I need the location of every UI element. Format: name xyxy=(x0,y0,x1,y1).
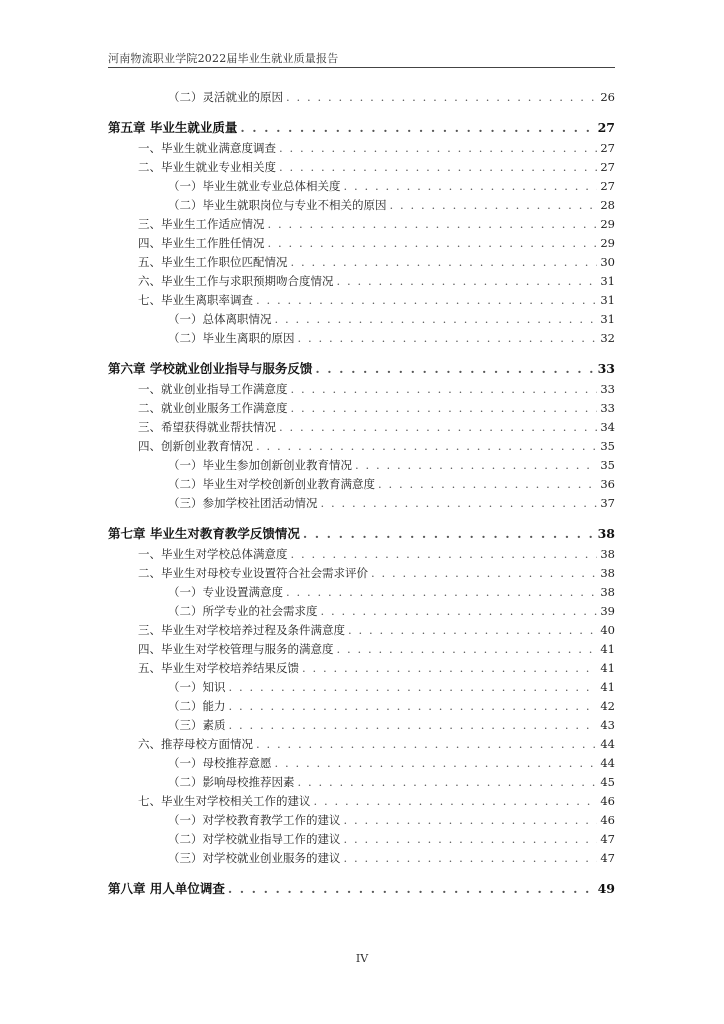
toc-entry-label: （一）对学校教育教学工作的建议 xyxy=(168,813,341,827)
toc-entry-label: 四、毕业生工作胜任情况 xyxy=(138,236,265,250)
toc-entry-label: 四、毕业生对学校管理与服务的满意度 xyxy=(138,642,334,656)
toc-entry[interactable] xyxy=(108,234,615,253)
toc-entry-page: 44 xyxy=(600,756,615,770)
toc-entry-label: （三）素质 xyxy=(168,718,226,732)
toc-entry[interactable] xyxy=(108,545,615,564)
dot-leader xyxy=(291,380,598,399)
toc-entry-label: 二、就业创业服务工作满意度 xyxy=(138,401,288,415)
toc-entry-label: 五、毕业生工作职位匹配情况 xyxy=(138,255,288,269)
toc-entry-label: （三）对学校就业创业服务的建议 xyxy=(168,851,341,865)
toc-entry-label: （二）毕业生就职岗位与专业不相关的原因 xyxy=(168,198,387,212)
toc-entry-label: 三、毕业生对学校培养过程及条件满意度 xyxy=(138,623,345,637)
toc-entry-page: 38 xyxy=(597,526,615,541)
toc-entry-page: 38 xyxy=(600,547,615,561)
dot-leader xyxy=(229,678,598,697)
toc-entry[interactable] xyxy=(108,602,615,621)
chapter-gap xyxy=(108,868,615,878)
toc-entry-label: 二、毕业生对母校专业设置符合社会需求评价 xyxy=(138,566,368,580)
dot-leader xyxy=(315,358,594,380)
toc-entry[interactable] xyxy=(108,177,615,196)
toc-entry[interactable] xyxy=(108,754,615,773)
toc-entry-page: 27 xyxy=(600,141,615,155)
toc-entry-page: 45 xyxy=(600,775,615,789)
dot-leader xyxy=(314,792,598,811)
toc-entry[interactable] xyxy=(108,196,615,215)
toc-entry-label: （一）毕业生参加创新创业教育情况 xyxy=(168,458,352,472)
toc-entry[interactable] xyxy=(108,640,615,659)
toc-entry-label: 七、毕业生离职率调查 xyxy=(138,293,253,307)
toc-entry[interactable] xyxy=(108,310,615,329)
toc-chapter-entry[interactable] xyxy=(108,358,615,380)
toc-chapter-entry[interactable] xyxy=(108,523,615,545)
dot-leader xyxy=(291,545,598,564)
toc-entry-page: 41 xyxy=(600,680,615,694)
toc-entry-label: 三、希望获得就业帮扶情况 xyxy=(138,420,276,434)
toc-entry-page: 29 xyxy=(600,236,615,250)
toc-entry[interactable] xyxy=(108,697,615,716)
table-of-contents xyxy=(108,88,615,900)
dot-leader xyxy=(256,735,597,754)
toc-entry[interactable] xyxy=(108,811,615,830)
toc-entry[interactable] xyxy=(108,437,615,456)
toc-entry[interactable] xyxy=(108,659,615,678)
toc-entry-page: 35 xyxy=(600,458,615,472)
toc-entry-page: 38 xyxy=(600,585,615,599)
toc-entry-page: 30 xyxy=(600,255,615,269)
dot-leader xyxy=(256,437,597,456)
toc-entry-label: 四、创新创业教育情况 xyxy=(138,439,253,453)
toc-entry[interactable] xyxy=(108,158,615,177)
toc-entry-page: 39 xyxy=(600,604,615,618)
toc-entry-label: （一）总体离职情况 xyxy=(168,312,272,326)
toc-entry-page: 34 xyxy=(600,420,615,434)
toc-entry-page: 46 xyxy=(600,813,615,827)
toc-entry[interactable] xyxy=(108,716,615,735)
toc-entry-label: 七、毕业生对学校相关工作的建议 xyxy=(138,794,311,808)
toc-entry-page: 29 xyxy=(600,217,615,231)
toc-entry-page: 40 xyxy=(600,623,615,637)
toc-entry-page: 31 xyxy=(600,312,615,326)
dot-leader xyxy=(279,158,597,177)
dot-leader xyxy=(303,523,595,545)
toc-entry-label: 第五章 毕业生就业质量 xyxy=(108,120,238,135)
toc-entry-label: （一）知识 xyxy=(168,680,226,694)
toc-entry-label: （二）能力 xyxy=(168,699,226,713)
dot-leader xyxy=(291,399,598,418)
toc-entry-label: （三）参加学校社团活动情况 xyxy=(168,496,318,510)
dot-leader xyxy=(229,697,598,716)
dot-leader xyxy=(268,234,598,253)
dot-leader xyxy=(321,602,598,621)
toc-entry-label: 六、推荐母校方面情况 xyxy=(138,737,253,751)
dot-leader xyxy=(291,253,598,272)
header-rule xyxy=(108,67,615,68)
toc-chapter-entry[interactable] xyxy=(108,117,615,139)
toc-entry-page: 47 xyxy=(600,832,615,846)
toc-entry[interactable] xyxy=(108,88,615,107)
dot-leader xyxy=(344,811,598,830)
toc-entry-label: （二）所学专业的社会需求度 xyxy=(168,604,318,618)
toc-entry[interactable] xyxy=(108,773,615,792)
toc-entry-page: 33 xyxy=(600,382,615,396)
toc-entry-page: 28 xyxy=(600,198,615,212)
dot-leader xyxy=(240,117,594,139)
running-header: 河南物流职业学院2022届毕业生就业质量报告 xyxy=(108,52,339,65)
toc-entry-page: 33 xyxy=(600,401,615,415)
toc-entry[interactable] xyxy=(108,494,615,513)
toc-entry-label: （一）专业设置满意度 xyxy=(168,585,283,599)
toc-entry[interactable] xyxy=(108,329,615,348)
dot-leader xyxy=(390,196,598,215)
toc-entry[interactable] xyxy=(108,849,615,868)
chapter-gap xyxy=(108,348,615,358)
dot-leader xyxy=(344,830,598,849)
toc-entry-page: 31 xyxy=(600,274,615,288)
toc-entry-page: 27 xyxy=(600,179,615,193)
dot-leader xyxy=(279,139,597,158)
toc-entry-page: 41 xyxy=(600,642,615,656)
toc-entry-label: 一、毕业生就业满意度调查 xyxy=(138,141,276,155)
toc-entry[interactable] xyxy=(108,621,615,640)
toc-entry[interactable] xyxy=(108,456,615,475)
toc-entry[interactable] xyxy=(108,830,615,849)
dot-leader xyxy=(228,878,595,900)
dot-leader xyxy=(337,640,598,659)
chapter-gap xyxy=(108,513,615,523)
toc-entry-page: 38 xyxy=(600,566,615,580)
toc-entry-label: （二）影响母校推荐因素 xyxy=(168,775,295,789)
dot-leader xyxy=(344,849,598,868)
dot-leader xyxy=(268,215,598,234)
toc-entry-label: （二）灵活就业的原因 xyxy=(168,90,283,104)
toc-entry[interactable] xyxy=(108,139,615,158)
toc-entry-page: 32 xyxy=(600,331,615,345)
toc-entry-label: （二）毕业生离职的原因 xyxy=(168,331,295,345)
toc-entry-page: 36 xyxy=(600,477,615,491)
dot-leader xyxy=(275,310,598,329)
chapter-gap xyxy=(108,107,615,117)
toc-entry-page: 46 xyxy=(600,794,615,808)
dot-leader xyxy=(229,716,598,735)
page-number: IV xyxy=(355,952,369,965)
dot-leader xyxy=(348,621,597,640)
toc-entry-page: 41 xyxy=(600,661,615,675)
dot-leader xyxy=(279,418,597,437)
dot-leader xyxy=(378,475,597,494)
toc-entry-page: 31 xyxy=(600,293,615,307)
toc-entry-label: 第八章 用人单位调查 xyxy=(108,881,225,896)
toc-entry-page: 49 xyxy=(597,881,615,896)
toc-entry-label: 二、毕业生就业专业相关度 xyxy=(138,160,276,174)
toc-entry-label: （二）毕业生对学校创新创业教育满意度 xyxy=(168,477,375,491)
toc-entry[interactable] xyxy=(108,678,615,697)
toc-entry-page: 37 xyxy=(600,496,615,510)
toc-entry[interactable] xyxy=(108,215,615,234)
toc-entry-label: 三、毕业生工作适应情况 xyxy=(138,217,265,231)
dot-leader xyxy=(355,456,597,475)
toc-entry[interactable] xyxy=(108,418,615,437)
toc-entry-page: 43 xyxy=(600,718,615,732)
toc-entry-page: 27 xyxy=(597,120,615,135)
toc-entry[interactable] xyxy=(108,399,615,418)
toc-chapter-entry[interactable] xyxy=(108,878,615,900)
dot-leader xyxy=(321,494,598,513)
toc-entry[interactable] xyxy=(108,380,615,399)
dot-leader xyxy=(286,583,597,602)
toc-entry-page: 47 xyxy=(600,851,615,865)
toc-entry-label: （一）母校推荐意愿 xyxy=(168,756,272,770)
toc-entry-label: 第七章 毕业生对教育教学反馈情况 xyxy=(108,526,300,541)
dot-leader xyxy=(337,272,598,291)
toc-entry[interactable] xyxy=(108,475,615,494)
toc-entry-label: （二）对学校就业指导工作的建议 xyxy=(168,832,341,846)
toc-entry-page: 26 xyxy=(600,90,615,104)
toc-entry-page: 35 xyxy=(600,439,615,453)
dot-leader xyxy=(256,291,597,310)
toc-entry[interactable] xyxy=(108,735,615,754)
dot-leader xyxy=(344,177,598,196)
toc-entry-label: 一、毕业生对学校总体满意度 xyxy=(138,547,288,561)
dot-leader xyxy=(302,659,597,678)
dot-leader xyxy=(286,88,597,107)
toc-entry-page: 42 xyxy=(600,699,615,713)
toc-entry[interactable] xyxy=(108,272,615,291)
toc-entry-label: 五、毕业生对学校培养结果反馈 xyxy=(138,661,299,675)
dot-leader xyxy=(275,754,598,773)
toc-entry-label: 一、就业创业指导工作满意度 xyxy=(138,382,288,396)
dot-leader xyxy=(298,329,598,348)
toc-entry-label: 六、毕业生工作与求职预期吻合度情况 xyxy=(138,274,334,288)
toc-entry-label: （一）毕业生就业专业总体相关度 xyxy=(168,179,341,193)
toc-entry-page: 44 xyxy=(600,737,615,751)
toc-entry[interactable] xyxy=(108,583,615,602)
toc-entry[interactable] xyxy=(108,253,615,272)
toc-entry-label: 第六章 学校就业创业指导与服务反馈 xyxy=(108,361,313,376)
toc-entry-page: 27 xyxy=(600,160,615,174)
toc-entry-page: 33 xyxy=(597,361,615,376)
dot-leader xyxy=(298,773,598,792)
dot-leader xyxy=(371,564,597,583)
toc-entry[interactable] xyxy=(108,564,615,583)
toc-entry[interactable] xyxy=(108,792,615,811)
toc-entry[interactable] xyxy=(108,291,615,310)
